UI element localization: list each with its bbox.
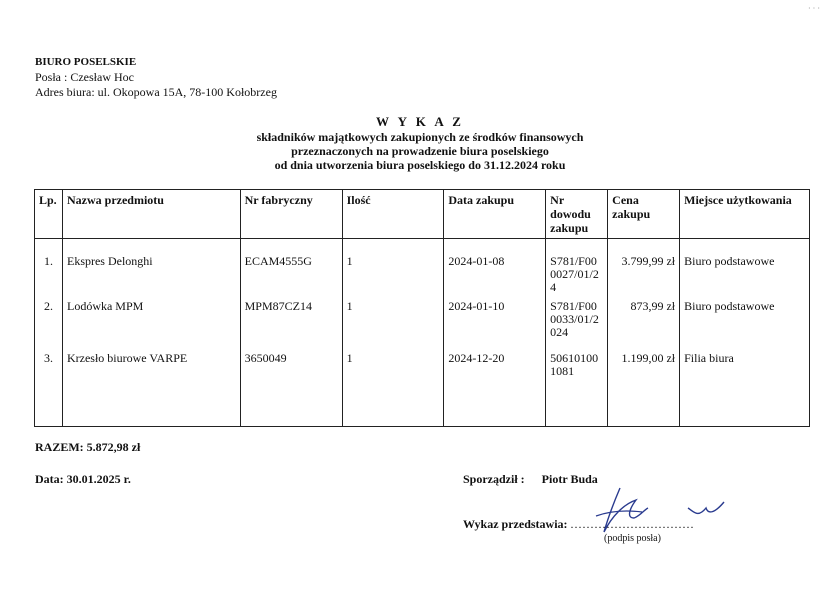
header-price: Cena zakupu	[608, 190, 680, 239]
header-serial: Nr fabryczny	[240, 190, 342, 239]
presents-label: Wykaz przedstawia:	[463, 517, 568, 531]
document-title: W Y K A Z	[376, 114, 464, 129]
heading-line-1: składników majątkowych zakupionych ze środków finansowych	[256, 130, 584, 144]
mp-line: Posła : Czesław Hoc	[35, 70, 134, 84]
office-header	[35, 55, 277, 100]
presented-by	[463, 517, 695, 532]
header-name: Nazwa przedmiotu	[62, 190, 240, 239]
cell-serial: ECAM4555G	[240, 239, 342, 298]
cell-doc: S781/F00 0033/01/2 024	[546, 297, 608, 349]
cell-price: 3.799,99 zł	[608, 239, 680, 298]
total-amount: RAZEM: 5.872,98 zł	[35, 440, 141, 454]
cell-lp: 1.	[35, 239, 63, 298]
cell-lp: 3.	[35, 349, 63, 427]
cell-doc: S781/F00 0027/01/2 4	[546, 239, 608, 298]
cell-name: Krzesło biurowe VARPE	[62, 349, 240, 427]
table-header-row	[35, 190, 810, 239]
header-place: Miejsce użytkowania	[680, 190, 810, 239]
document-heading	[200, 115, 640, 172]
header-lp: Lp.	[35, 190, 63, 239]
cell-qty: 1	[342, 297, 444, 349]
cell-date: 2024-01-08	[444, 239, 546, 298]
prepared-by	[463, 472, 598, 487]
assets-table	[34, 189, 810, 427]
cell-price: 1.199,00 zł	[608, 349, 680, 427]
cell-qty: 1	[342, 239, 444, 298]
header-doc: Nr dowodu zakupu	[546, 190, 608, 239]
address-line: Adres biura: ul. Okopowa 15A, 78-100 Kołobrzeg	[35, 85, 277, 99]
header-qty: Ilość	[342, 190, 444, 239]
table-row	[35, 297, 810, 349]
cell-serial: MPM87CZ14	[240, 297, 342, 349]
document-date: Data: 30.01.2025 r.	[35, 472, 131, 486]
cell-place: Filia biura	[680, 349, 810, 427]
cell-date: 2024-01-10	[444, 297, 546, 349]
signature-line: ...............................	[570, 517, 695, 531]
cell-doc: 50610100 1081	[546, 349, 608, 427]
table-row	[35, 239, 810, 298]
table-row	[35, 349, 810, 427]
cell-qty: 1	[342, 349, 444, 427]
prepared-label: Sporządził :	[463, 472, 525, 486]
header-date: Data zakupu	[444, 190, 546, 239]
office-name: BIURO POSELSKIE	[35, 56, 137, 68]
heading-line-3: od dnia utworzenia biura poselskiego do 31.12.2024 roku	[274, 158, 566, 172]
cell-lp: 2.	[35, 297, 63, 349]
cell-serial: 3650049	[240, 349, 342, 427]
heading-line-2: przeznaczonych na prowadzenie biura poselskiego	[291, 144, 549, 158]
cell-price: 873,99 zł	[608, 297, 680, 349]
scan-mark: · · ·	[808, 4, 820, 13]
cell-date: 2024-12-20	[444, 349, 546, 427]
cell-name: Ekspres Delonghi	[62, 239, 240, 298]
cell-name: Lodówka MPM	[62, 297, 240, 349]
cell-place: Biuro podstawowe	[680, 297, 810, 349]
prepared-name: Piotr Buda	[541, 472, 598, 486]
signature-caption: (podpis posła)	[604, 533, 661, 544]
cell-place: Biuro podstawowe	[680, 239, 810, 298]
